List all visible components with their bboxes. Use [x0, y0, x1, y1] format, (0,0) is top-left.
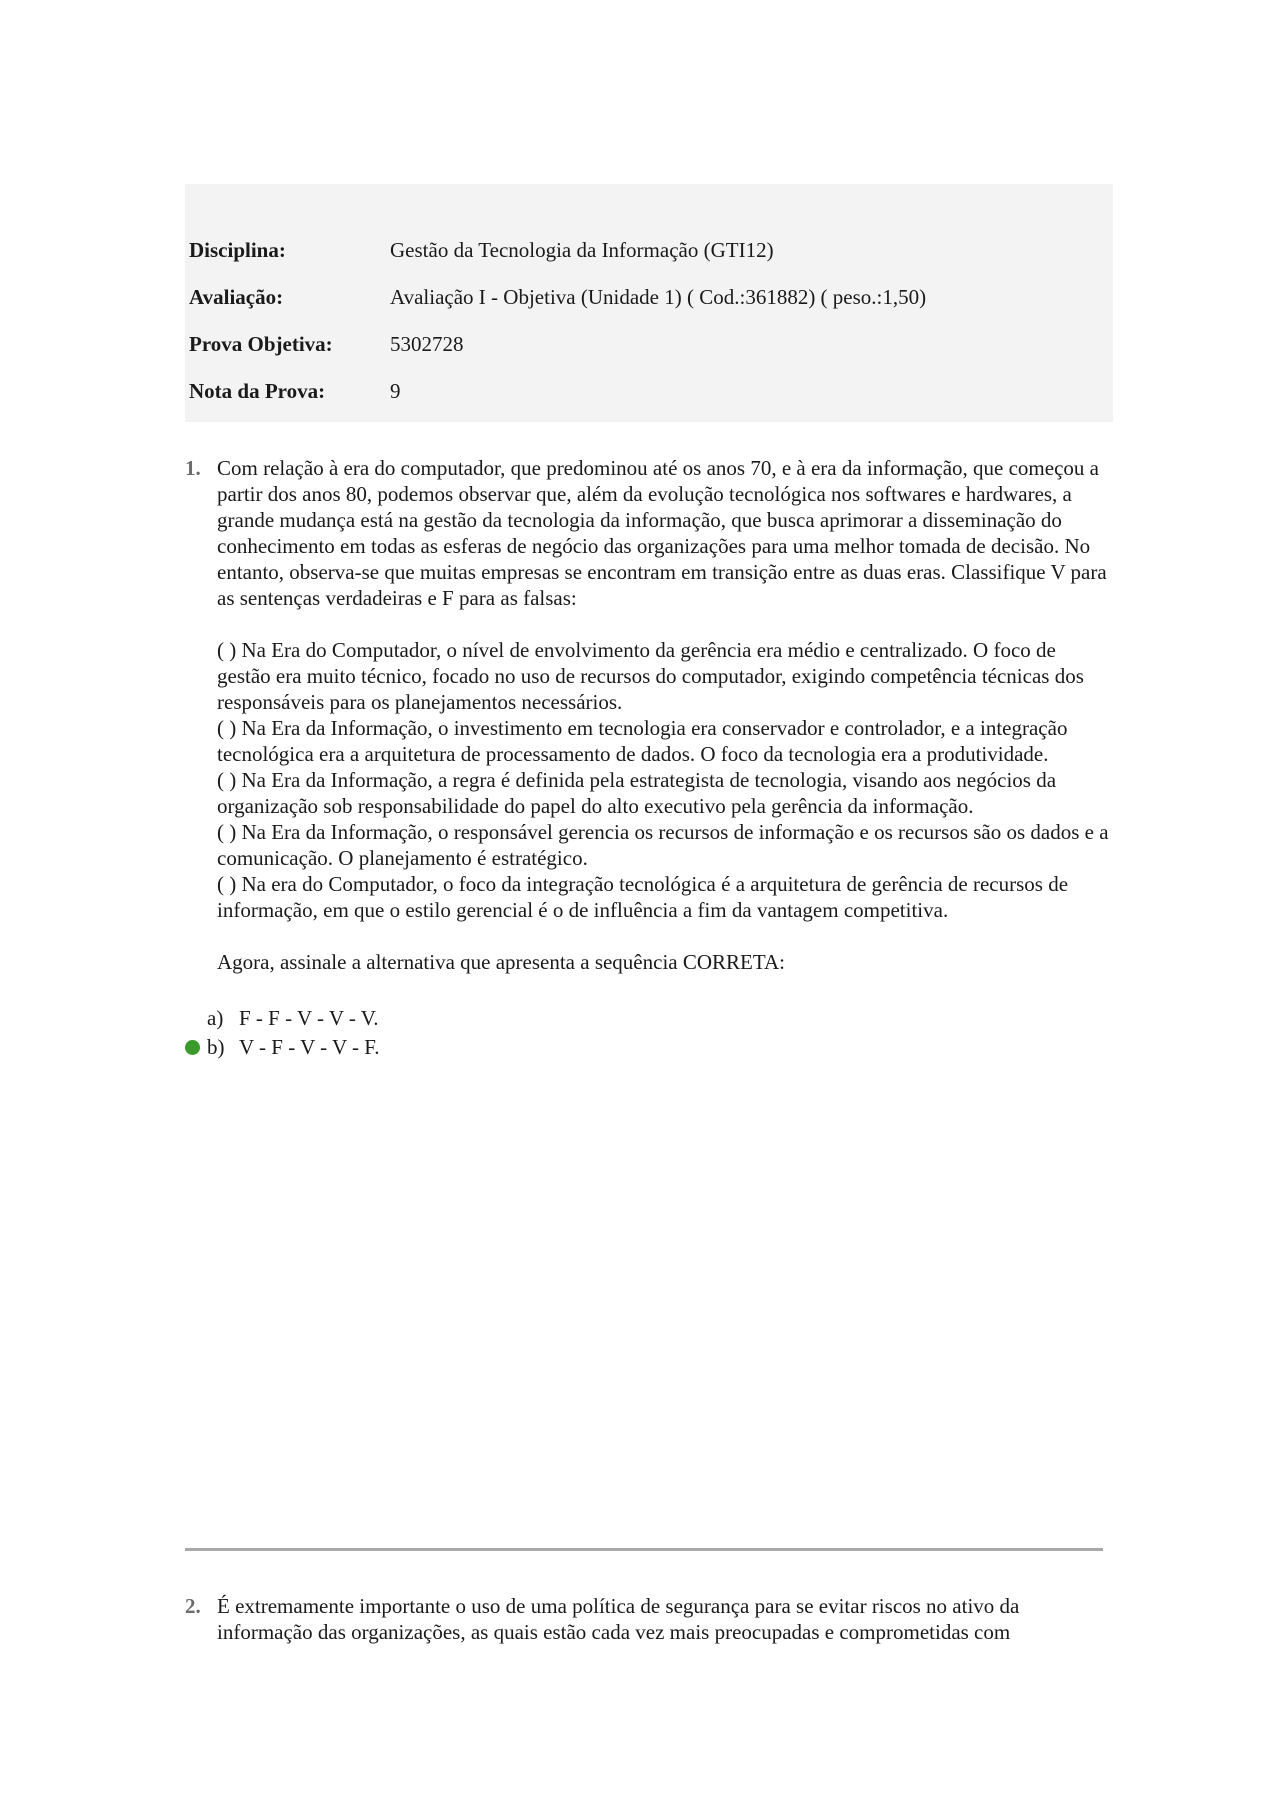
info-row-prova: [189, 332, 1113, 379]
statement-item: ( ) Na Era da Informação, o investimento em tecnologia era conservador e controlador, e a integração tecnológica era a arquitetura de processamento de dados. O foco da tecnologia era a produtividade.: [217, 716, 1068, 766]
question-separator: [185, 1548, 1103, 1551]
prova-label: Prova Objetiva:: [189, 332, 333, 356]
nota-label: Nota da Prova:: [189, 379, 326, 403]
option-letter: a): [207, 1006, 224, 1030]
prova-value: 5302728: [390, 332, 464, 356]
statement-item: ( ) Na Era da Informação, o responsável gerencia os recursos de informação e os recursos são os dados e a comunicação. O planejamento é estratégico.: [217, 820, 1109, 870]
question-number: 2.: [185, 1594, 201, 1618]
statement-item: ( ) Na Era do Computador, o nível de envolvimento da gerência era médio e centralizado. O foco de gestão era muito técnico, focado no uso de recursos do computador, exigindo competência técnicas dos responsáveis para os planejamentos necessários.: [217, 638, 1084, 714]
question-body: [217, 1593, 1113, 1645]
statement-item: ( ) Na era do Computador, o foco da integração tecnológica é a arquitetura de gerência de recursos de informação, em que o estilo gerencial é o de influência a fim da vantagem competitiva.: [217, 872, 1069, 922]
question-body: [217, 455, 1113, 975]
question-2: [185, 1593, 1113, 1645]
correct-answer-icon: [185, 1040, 200, 1055]
info-row-avaliacao: [189, 285, 1113, 332]
question-1: [185, 455, 1113, 1063]
answer-options: [185, 1005, 1113, 1063]
question-text: É extremamente importante o uso de uma política de segurança para se evitar riscos no ativo da informação das organizações, as quais estão cada vez mais preocupadas e comprometidas com: [217, 1594, 1020, 1644]
info-row-disciplina: [189, 238, 1113, 285]
option-a[interactable]: [185, 1005, 1113, 1034]
question-prompt: Agora, assinale a alternativa que apresenta a sequência CORRETA:: [217, 950, 786, 974]
statement-item: ( ) Na Era da Informação, a regra é definida pela estrategista de tecnologia, visando aos negócios da organização sob responsabilidade do papel do alto executivo pela gerência da informação.: [217, 768, 1057, 818]
nota-value: 9: [390, 379, 401, 403]
option-letter: b): [207, 1035, 225, 1059]
statement-list: [217, 637, 1113, 923]
exam-info-box: [185, 184, 1113, 422]
disciplina-label: Disciplina:: [189, 238, 286, 262]
option-b[interactable]: [185, 1034, 1113, 1063]
avaliacao-label: Avaliação:: [189, 285, 284, 309]
exam-page: [185, 184, 1113, 1063]
option-text: V - F - V - V - F.: [239, 1035, 380, 1059]
disciplina-value: Gestão da Tecnologia da Informação (GTI12): [390, 238, 774, 262]
avaliacao-value: Avaliação I - Objetiva (Unidade 1) ( Cod.:361882) ( peso.:1,50): [390, 285, 927, 309]
question-text: Com relação à era do computador, que predominou até os anos 70, e à era da informação, que começou a partir dos anos 80, podemos observar que, além da evolução tecnológica nos softwares e hardwares, a grande mudança está na gestão da tecnologia da informação, que busca aprimorar a disseminação do conhecimento em todas as esferas de negócio das organizações para uma melhor tomada de decisão. No entanto, observa-se que muitas empresas se encontram em transição entre as duas eras. Classifique V para as sentenças verdadeiras e F para as falsas:: [217, 456, 1107, 610]
question-number: 1.: [185, 456, 201, 480]
option-text: F - F - V - V - V.: [239, 1006, 379, 1030]
info-row-nota: [189, 379, 1113, 426]
